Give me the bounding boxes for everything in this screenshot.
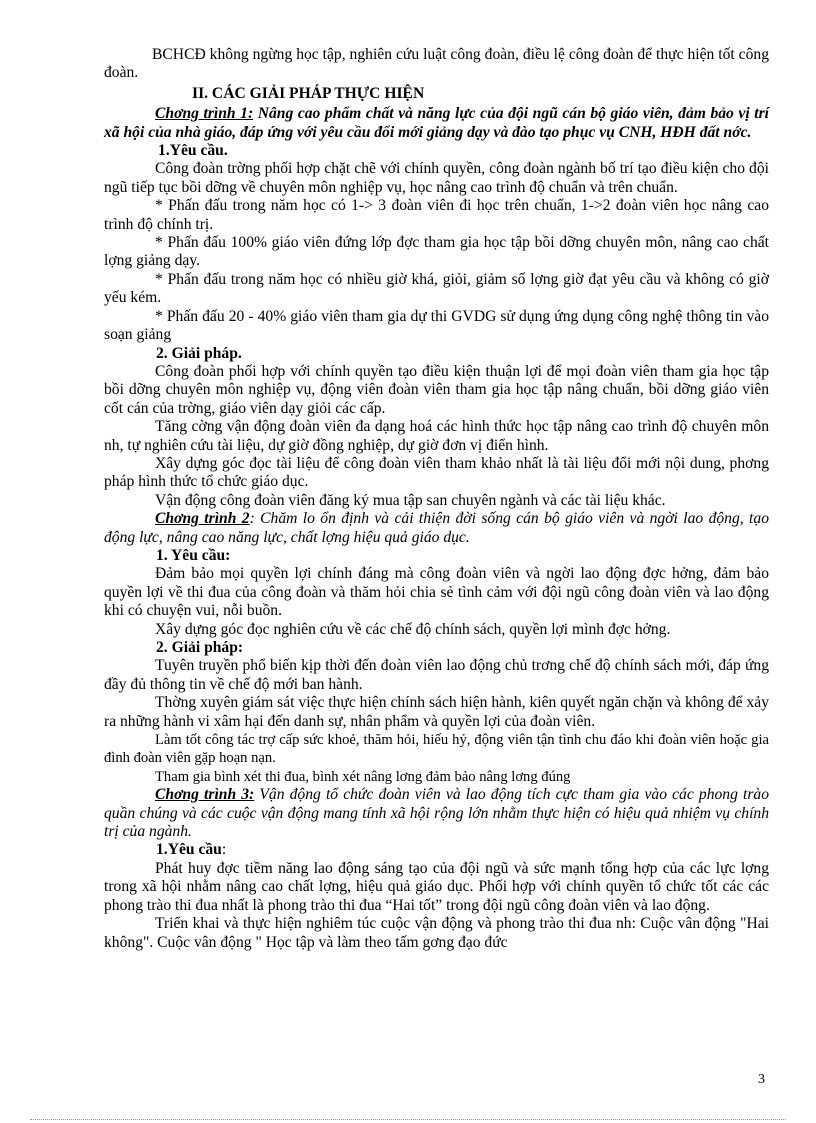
program-3-requirement-heading [156, 841, 769, 859]
page-number: 3 [758, 1072, 765, 1087]
program-3-requirement-label: 1.Yêu cầu [156, 841, 222, 859]
program-1-paragraph: * Phấn đấu 100% giáo viên đứng lớp đợc tham gia học tập bồi dỡng chuyên môn, nâng cao chất lợng giảng dạy. [104, 234, 769, 270]
program-3-paragraph: Phát huy đợc tiềm năng lao động sáng tạo của đội ngũ và sức mạnh tổng hợp của các lực lợng trong xã hội nhằm nâng cao chất lợng, hiệu quả giáo dục. Phối hợp với chính quyền tổ chức tốt các các phong trào thi đua nhất là phong trào thi đua “Hai tốt” trong đội ngũ công đoàn viên và lao động. [104, 859, 769, 914]
program-2-label: Chơng trình 2 [155, 510, 250, 528]
program-3-paragraph: Triển khai và thực hiện nghiêm túc cuộc vận động và phong trào thi đua nh: Cuộc vân động "Hai không". Cuộc vân động " Học tập và làm theo tấm gơng đạo đức [104, 915, 769, 951]
program-1-text: Nâng cao phẩm chất và năng lực của đội ngũ cán bộ giáo viên, đảm bảo vị trí xã hội của nhà giáo, đáp ứng với yêu cầu đổi mới giảng dạy và đào tạo phục vụ CNH, HĐH đất nớc. [104, 105, 769, 141]
program-1-paragraph: * Phấn đấu trong năm học có 1-> 3 đoàn viên đi học trên chuẩn, 1->2 đoàn viên học nâng cao trình độ chính trị. [104, 197, 769, 233]
program-1-label: Chơng trình 1: [155, 105, 254, 123]
program-1-paragraph: Công đoàn trờng phối hợp chặt chẽ với chính quyền, công đoàn ngành bố trí tạo điều kiện cho đội ngũ tiếp tục bồi dỡng về chuyên môn nghiệp vụ, học nâng cao trình độ chuẩn và trên chuẩn. [104, 160, 769, 196]
program-2-paragraph: Tham gia bình xét thi đua, bình xét nâng lơng đảm bảo nâng lơng đúng [155, 768, 571, 785]
program-1-paragraph: Xây dựng góc đọc tài liệu để công đoàn viên tham khảo nhất là tài liệu đổi mới nội dung, phơng pháp hình thức tổ chức giáo dục. [104, 454, 769, 491]
program-2-paragraph: Tuyên truyền phổ biến kịp thời đến đoàn viên lao động chủ trơng chế độ chính sách mới, đáp ứng đầy đủ thông tin về chế độ mới ban hành. [104, 657, 769, 693]
program-2-paragraph: Làm tốt công tác trợ cấp sức khoẻ, thăm hỏi, hiếu hỷ, động viên tận tình chu đáo khi đoàn viên hoặc gia đình đoàn viên gặp hoạn nạn. [104, 732, 769, 767]
program-3-requirement-colon: : [221, 841, 227, 859]
page-bottom-divider [30, 1119, 786, 1120]
program-1-paragraph: * Phấn đấu 20 - 40% giáo viên tham gia dự thi GVDG sử dụng ứng dụng công nghệ thông tin vào soạn giảng [104, 307, 769, 344]
program-1-paragraph: * Phấn đấu trong năm học có nhiều giờ khá, giỏi, giảm số lợng giờ đạt yêu cầu và không có giờ yếu kém. [104, 270, 769, 307]
section-heading: II. CÁC GIẢI PHÁP THỰC HIỆN [192, 84, 425, 102]
intro-paragraph: BCHCĐ không ngừng học tập, nghiên cứu luật công đoàn, điều lệ công đoàn để thực hiện tốt công đoàn. [104, 46, 769, 82]
program-2-requirement-heading: 1. Yêu cầu: [156, 546, 231, 564]
program-2-text: : Chăm lo ổn định và cải thiện đời sống cán bộ giáo viên và ngời lao động, tạo động lực, nâng cao năng lực, chất lợng hiệu quả giáo dục. [104, 510, 769, 546]
page-body [104, 46, 769, 952]
program-2-paragraph: Thờng xuyên giám sát việc thực hiện chính sách hiện hành, kiên quyết ngăn chặn và không để xảy ra những hành vi xâm hại đến danh sự, nhân phẩm và quyền lợi của đoàn viên. [104, 694, 769, 730]
program-3-label: Chơng trình 3: [155, 786, 255, 804]
program-1-paragraph: Công đoàn phối hợp với chính quyền tạo điều kiện thuận lợi để mọi đoàn viên tham gia học tập bồi dỡng chuyên môn nghiệp vụ, động viên đoàn viên tham gia học tập nâng chuẩn, bồi dỡng giáo viên cốt cán của trờng, giáo viên dạy giỏi các cấp. [104, 362, 769, 417]
program-3-text: Vận động tổ chức đoàn viên và lao động tích cực tham gia vào các phong trào quần chúng và các cuộc vận động mang tính xã hội rộng lớn nhằm thực hiện có hiệu quả nhiệm vụ chính trị của ngành. [104, 786, 770, 841]
program-2-solution-heading: 2. Giải pháp: [156, 639, 244, 656]
program-2-paragraph: Xây dựng góc đọc nghiên cứu về các chế độ chính sách, quyền lợi mình đợc hởng. [155, 620, 671, 638]
program-1-paragraph: Tăng cờng vận động đoàn viên đa dạng hoá các hình thức học tập nâng cao trình độ chuyên môn nh, tự nghiên cứu tài liệu, dự giờ đồng nghiệp, dự giờ đơn vị điển hình. [104, 418, 769, 454]
program-3-title [104, 786, 769, 841]
program-2-title [104, 510, 769, 547]
program-1-title [104, 105, 769, 142]
program-1-solution-heading: 2. Giải pháp. [156, 344, 242, 362]
program-2-paragraph: Đảm bảo mọi quyền lợi chính đáng mà công đoàn viên và ngời lao động đợc hởng, đảm bảo quyền lợi về thi đua của công đoàn và thăm hỏi chia sẻ tình cảm với đội ngũ công đoàn viên và lao động khi có chuyện vui, nỗi buồn. [104, 565, 769, 620]
program-1-paragraph: Vận động công đoàn viên đăng ký mua tập san chuyên ngành và các tài liệu khác. [155, 491, 666, 509]
program-1-requirement-heading: 1.Yêu cầu. [158, 142, 228, 160]
